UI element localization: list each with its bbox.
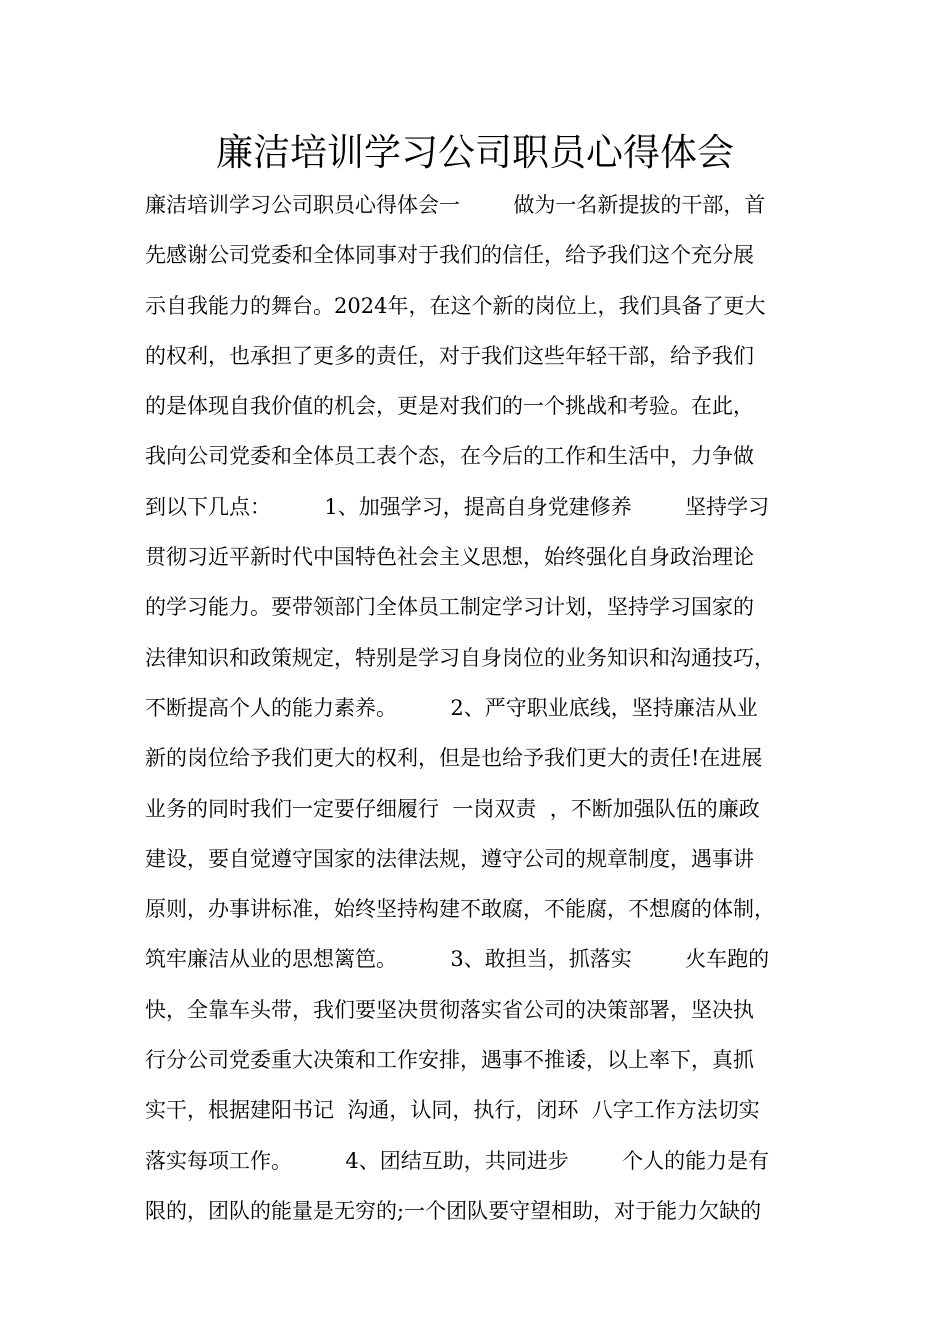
body-line: 实干，根据建阳书记 沟通，认同，执行，闭环 八字工作方法切实 — [145, 1098, 760, 1123]
document-body — [145, 180, 825, 1236]
body-line: 贯彻习近平新时代中国特色社会主义思想，始终强化自身政治理论 — [145, 545, 754, 570]
body-line: 行分公司党委重大决策和工作安排，遇事不推诿，以上率下，真抓 — [145, 1048, 754, 1073]
body-line: 落实每项工作。 4、团结互助，共同进步 个人的能力是有 — [145, 1148, 770, 1173]
body-line: 限的，团队的能量是无穷的;一个团队要守望相助，对于能力欠缺的 — [145, 1198, 762, 1223]
document-title: 廉洁培训学习公司职员心得体会 — [216, 131, 734, 174]
body-line: 法律知识和政策规定，特别是学习自身岗位的业务知识和沟通技巧， — [145, 645, 775, 670]
body-line: 到以下几点： 1、加强学习，提高自身党建修养 坚持学习 — [145, 494, 770, 519]
body-line: 我向公司党委和全体员工表个态，在今后的工作和生活中，力争做 — [145, 444, 754, 469]
body-line: 快，全靠车头带，我们要坚决贯彻落实省公司的决策部署，坚决执 — [145, 997, 754, 1022]
body-line: 的学习能力。要带领部门全体员工制定学习计划，坚持学习国家的 — [145, 595, 754, 620]
body-line: 先感谢公司党委和全体同事对于我们的信任，给予我们这个充分展 — [145, 243, 754, 268]
body-line: 原则，办事讲标准，始终坚持构建不敢腐，不能腐，不想腐的体制， — [145, 897, 775, 922]
body-line: 建设，要自觉遵守国家的法律法规，遵守公司的规章制度，遇事讲 — [145, 846, 754, 871]
body-line: 示自我能力的舞台。2024年，在这个新的岗位上，我们具备了更大 — [145, 293, 766, 318]
body-line: 的权利，也承担了更多的责任，对于我们这些年轻干部，给予我们 — [145, 343, 754, 368]
body-line: 不断提高个人的能力素养。 2、严守职业底线，坚持廉洁从业 — [145, 695, 758, 720]
body-line: 新的岗位给予我们更大的权利，但是也给予我们更大的责任!在进展 — [145, 746, 763, 771]
body-line: 的是体现自我价值的机会，更是对我们的一个挑战和考验。在此， — [145, 394, 754, 419]
body-line: 业务的同时我们一定要仔细履行 一岗双责 ，不断加强队伍的廉政 — [145, 796, 760, 821]
body-line: 廉洁培训学习公司职员心得体会一 做为一名新提拔的干部，首 — [145, 193, 766, 217]
body-line: 筑牢廉洁从业的思想篱笆。 3、敢担当，抓落实 火车跑的 — [145, 947, 770, 972]
